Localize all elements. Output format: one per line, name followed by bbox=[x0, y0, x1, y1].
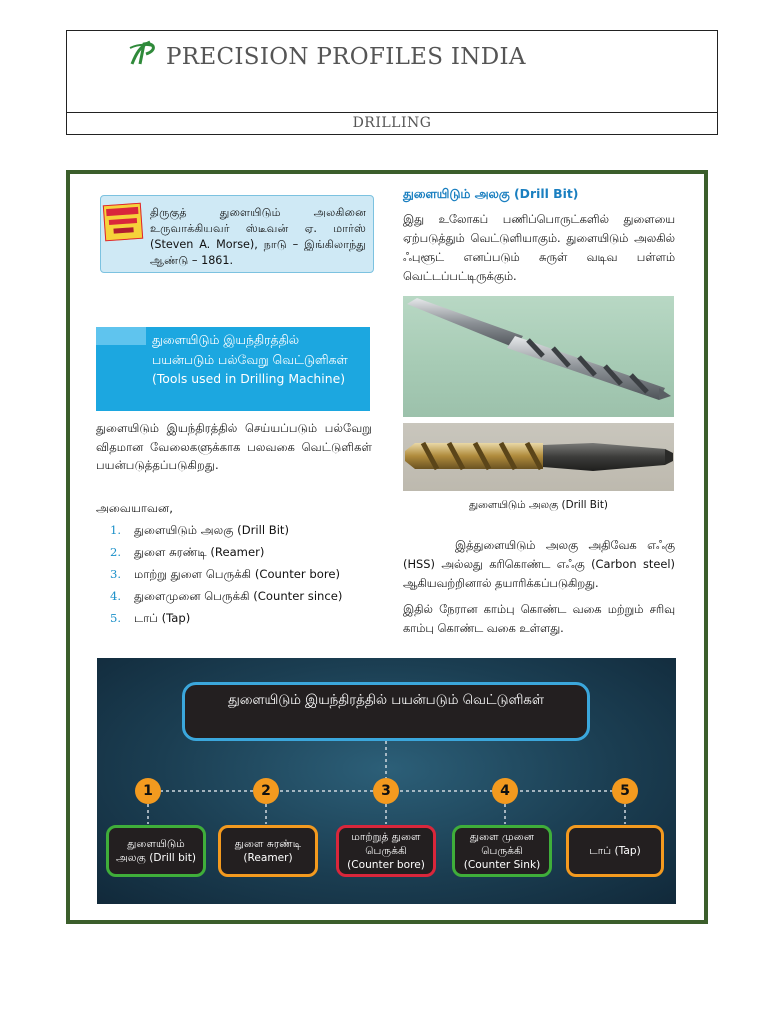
drill-bit-heading: துளையிடும் அலகு (Drill Bit) bbox=[403, 186, 579, 201]
diagram-node-number: 5 bbox=[612, 778, 638, 804]
diagram-node-number: 2 bbox=[253, 778, 279, 804]
tools-intro-paragraph: துளையிடும் இயந்திரத்தில் செய்யப்படும் பல்வேறு விதமான வேலைகளுக்காக பலவகை வெட்டுளிகள் பயன்படுத்தப்படுகிறது. bbox=[96, 421, 372, 472]
diagram-node-tap: டாப் (Tap) bbox=[566, 825, 664, 877]
diagram-node-counter-bore: மாற்றுத் துளை பெருக்கி (Counter bore) bbox=[336, 825, 436, 877]
drill-bit-description: இது உலோகப் பணிப்பொருட்களில் துளையை ஏற்படுத்தும் வெட்டுளியாகும். துளையிடும் அலகில் ஃபுளூட் எனப்படும் சுருள் வடிவ பள்ளம் வெட்டப்பட்டிருக்கும். bbox=[403, 212, 675, 283]
list-item: 5. டாப் (Tap) bbox=[110, 611, 191, 625]
info-note-text: திருகுத் துளையிடும் அலகினை உருவாக்கியவர் ஸ்டீவன் ஏ. மார்ஸ் (Steven A. Morse), நாடு – இங்கிலாந்து ஆண்டு – 1861. bbox=[150, 206, 366, 267]
list-item: 4. துளைமுனை பெருக்கி (Counter since) bbox=[110, 589, 343, 603]
diagram-node-drill-bit: துளையிடும் அலகு (Drill bit) bbox=[106, 825, 206, 877]
diagram-node-reamer: துளை சுரண்டி (Reamer) bbox=[218, 825, 318, 877]
tools-heading: துளையிடும் இயந்திரத்தில் பயன்படும் பல்வேறு வெட்டுளிகள் (Tools used in Drilling Machine) bbox=[152, 332, 348, 386]
diagram-node-number: 1 bbox=[135, 778, 161, 804]
list-item: 3. மாற்று துளை பெருக்கி (Counter bore) bbox=[110, 567, 340, 581]
diagram-node-counter-sink: துளை முனை பெருக்கி (Counter Sink) bbox=[452, 825, 552, 877]
section-title: DRILLING bbox=[352, 115, 432, 131]
list-item: 2. துளை சுரண்டி (Reamer) bbox=[110, 545, 265, 559]
company-name: PRECISION PROFILES INDIA bbox=[166, 44, 526, 70]
drill-bit-types: இதில் நேரான காம்பு கொண்ட வகை மற்றும் சரிவு காம்பு கொண்ட வகை உள்ளது. bbox=[403, 602, 675, 635]
list-item: 1. துளையிடும் அலகு (Drill Bit) bbox=[110, 523, 289, 537]
drill-bit-material: இத்துளையிடும் அலகு அதிவேக எஃகு (HSS) அல்லது கரிகொண்ட எஃகு (Carbon steel) ஆகியவற்றினால் தயாரிக்கப்படுகிறது. bbox=[403, 538, 675, 590]
diagram-node-number: 4 bbox=[492, 778, 518, 804]
diagram-node-number: 3 bbox=[373, 778, 399, 804]
tools-list-lead: அவையாவன, bbox=[96, 501, 173, 515]
drill-bit-caption: துளையிடும் அலகு (Drill Bit) bbox=[469, 499, 608, 511]
diagram-title: துளையிடும் இயந்திரத்தில் பயன்படும் வெட்டுளிகள் bbox=[228, 693, 544, 708]
